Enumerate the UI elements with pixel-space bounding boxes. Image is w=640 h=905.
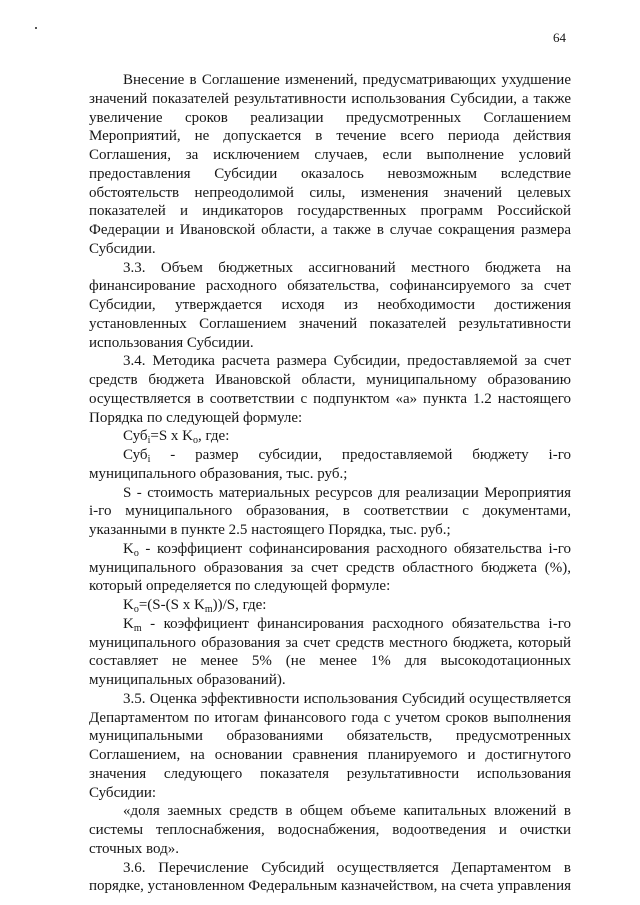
definition-ko: $K_o$ - коэффициент софинансирования расходного обязательства i-го муниципального образования за счет средств областного бюджета (%), который определяется по следующей формуле: bbox=[89, 540, 571, 595]
indicator-quote: «доля заемных средств в общем объеме капитальных вложений в системы теплоснабжения, водоснабжения, водоотведения и очистки сточных вод». bbox=[89, 803, 571, 857]
formula-subsidy: Суб$_i$=S x $K_o$, где: bbox=[123, 428, 230, 447]
definition-km: $K_m$ - коэффициент финансирования расходного обязательства i-го муниципального образования за счет средств местного бюджета, который составляет не менее 5% (не менее 1% для высокодотационных муниципальных образований). bbox=[89, 615, 571, 688]
paragraph-3-6: 3.6. Перечисление Субсидий осуществляется Департаментом в порядке, установленном Федеральным казначейством, на счета управления bbox=[89, 859, 571, 895]
page-number: 64 bbox=[553, 30, 566, 45]
paragraph-3-5: 3.5. Оценка эффективности использования Субсидий осуществляется Департаментом по итогам финансового года с учетом сроков выполнения муниципальными образованиями обязательств, предусмотренных Соглашением, на основании сравнения планируемого и достигнутого значения следующего показателя результативности использования Субсидии: bbox=[89, 690, 571, 801]
definition-subsidy: Суб$_i$ - размер субсидии, предоставляемой бюджету i-го муниципального образования, тыс. руб.; bbox=[89, 447, 571, 482]
paragraph-3-4: 3.4. Методика расчета размера Субсидии, предоставляемой за счет средств бюджета Ивановской области, муниципальному образованию осуществляется в соответствии с подпунктом «а» пункта 1.2 настоящего Порядка по следующей формуле: bbox=[89, 353, 571, 426]
paragraph-amendments: Внесение в Соглашение изменений, предусматривающих ухудшение значений показателей результативности использования Субсидии, а также увеличение сроков реализации предусмотренных Соглашением Мероприятий, не допускается в течение всего периода действия Соглашения, за исключением случаев, если выполнение условий предоставления Субсидии оказалось невозможным вследствие обстоятельств непреодолимой силы, изменения значений целевых показателей и индикаторов государственных программ Российской Федерации и Ивановской области, а также в случае сокращения размера Субсидии. bbox=[89, 72, 571, 257]
definition-s: S - стоимость материальных ресурсов для реализации Мероприятия i-го муниципального образования, в соответствии с документами, указанными в пункте 2.5 настоящего Порядка, тыс. руб.; bbox=[89, 484, 571, 538]
scan-speck bbox=[35, 27, 37, 29]
document-body bbox=[89, 71, 571, 896]
paragraph-3-3: 3.3. Объем бюджетных ассигнований местного бюджета на финансирование расходного обязательства, софинансируемого за счет Субсидии, утверждается исходя из необходимости достижения установленных Соглашением значений показателей результативности использования Субсидии. bbox=[89, 259, 571, 351]
formula-ko: $K_o=(S-(S$ x $K_m))/S$, где: bbox=[123, 597, 267, 615]
